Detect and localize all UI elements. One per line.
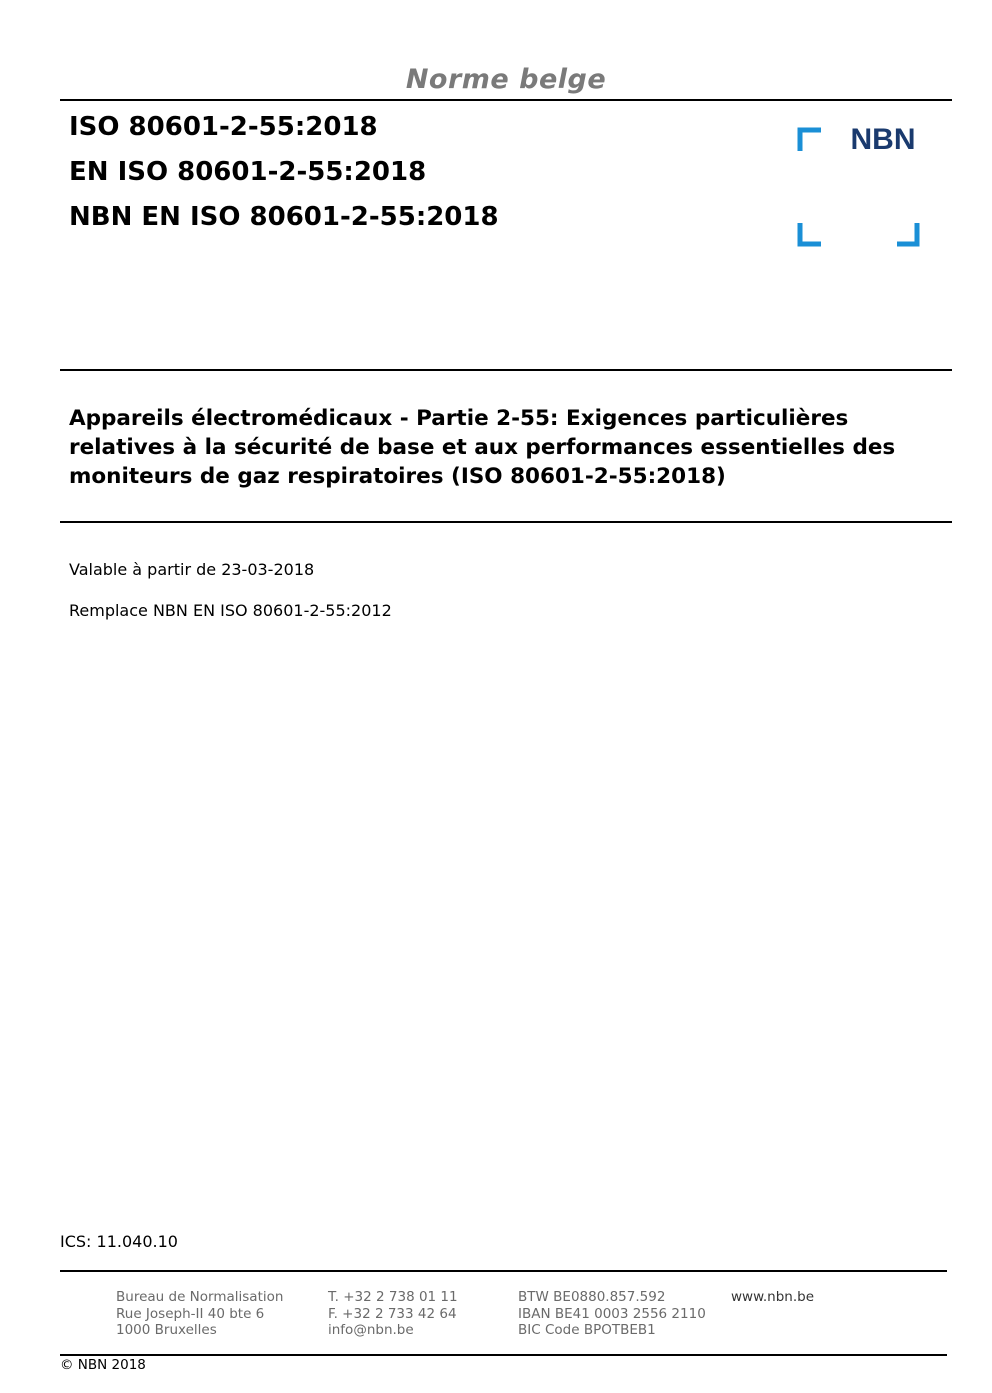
header-divider [60, 99, 952, 101]
nbn-logo [796, 126, 922, 248]
footer-website [731, 1289, 814, 1306]
document-type-label: Norme belge [405, 64, 607, 95]
iban: IBAN BE41 0003 2556 2110 [518, 1305, 706, 1322]
logo-bracket-top-left [800, 130, 821, 151]
email-link[interactable]: info@nbn.be [328, 1322, 414, 1338]
nbn-identifier: NBN EN ISO 80601-2-55:2018 [69, 202, 499, 232]
bic: BIC Code BPOTBEB1 [518, 1322, 656, 1338]
logo-bracket-bottom-right [897, 223, 917, 244]
address-line: Bureau de Normalisation [116, 1289, 284, 1305]
website-link[interactable]: www.nbn.be [731, 1289, 815, 1305]
vat-number: BTW BE0880.857.592 [518, 1289, 666, 1305]
phone: T. +32 2 738 01 11 [328, 1289, 458, 1305]
footer-divider [60, 1270, 947, 1272]
footer-contact [328, 1289, 458, 1339]
fax: F. +32 2 733 42 64 [328, 1305, 457, 1322]
copyright: © NBN 2018 [60, 1357, 146, 1373]
en-identifier: EN ISO 80601-2-55:2018 [69, 157, 427, 187]
copyright-divider [60, 1354, 947, 1356]
footer-bank [518, 1289, 706, 1339]
title-top-divider [60, 369, 952, 371]
footer-address [116, 1289, 283, 1339]
ics-code: ICS: 11.040.10 [60, 1232, 178, 1251]
logo-text: NBN [850, 126, 916, 156]
document-title: Appareils électromédicaux - Partie 2-55: Exigences particulières relatives à la sécurité de base et aux performances essentielles des moniteurs de gaz respiratoires (ISO 80601-2-55:2018) [69, 406, 896, 489]
logo-bracket-bottom-left [800, 223, 821, 244]
title-bottom-divider [60, 521, 952, 523]
address-line: Rue Joseph-II 40 bte 6 [116, 1305, 265, 1322]
iso-identifier: ISO 80601-2-55:2018 [69, 112, 378, 142]
validity-date: Valable à partir de 23-03-2018 [69, 560, 315, 579]
replaces-standard: Remplace NBN EN ISO 80601-2-55:2012 [69, 601, 392, 620]
address-line: 1000 Bruxelles [116, 1322, 217, 1338]
